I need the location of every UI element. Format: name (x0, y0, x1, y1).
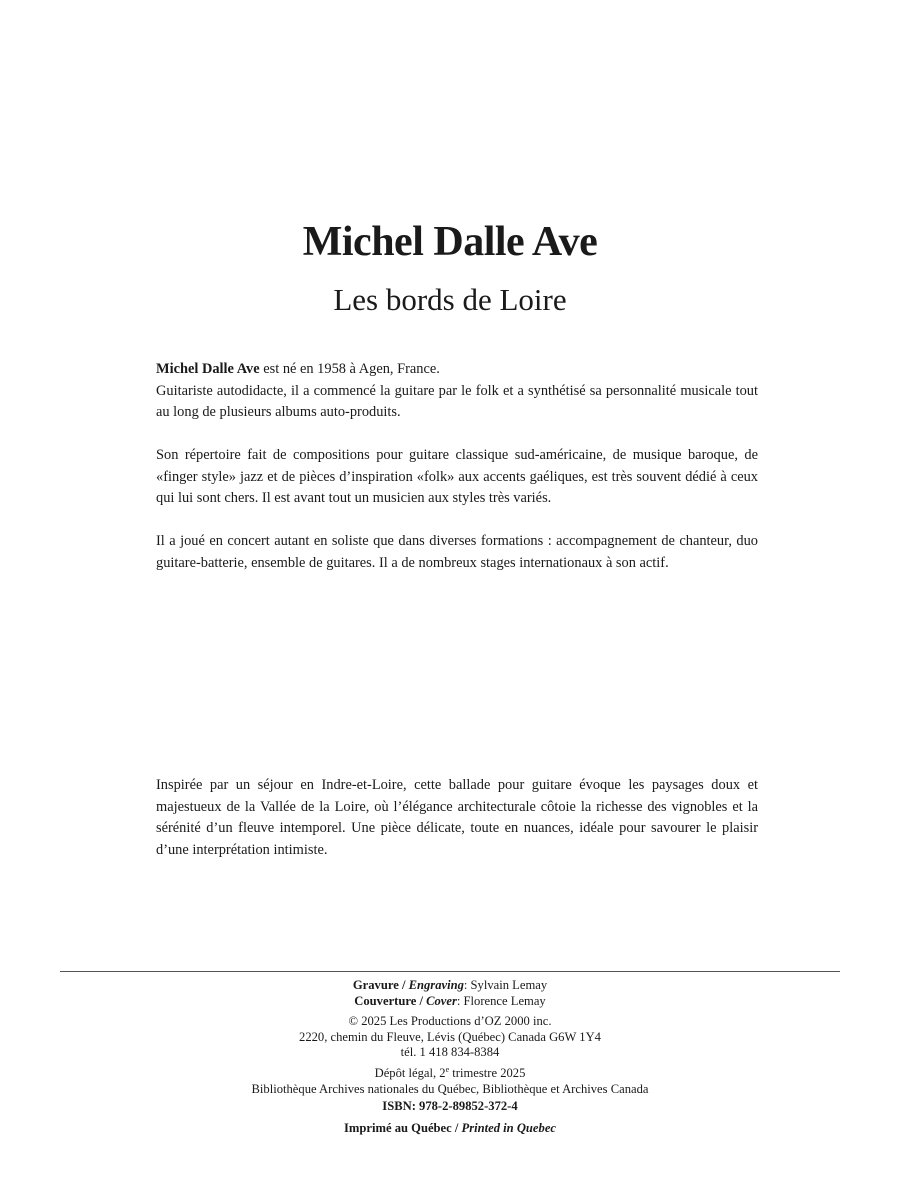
bio-line-2: Guitariste autodidacte, il a commencé la guitare par le folk et a synthétisé sa personnalité musicale tout au long de plusieurs albums auto-produits. (156, 382, 758, 420)
bio-paragraph-3: Il a joué en concert autant en soliste que dans diverses formations : accompagnement de chanteur, duo guitare-batterie, ensemble de guitares. Il a de nombreux stages internationaux à son actif. (156, 533, 758, 571)
copyright-line: © 2025 Les Productions d’OZ 2000 inc. (348, 1014, 552, 1029)
engraving-credit (0, 978, 900, 994)
engraving-label-en: Engraving (408, 978, 464, 992)
cover-credit (0, 994, 900, 1010)
cover-name: : Florence Lemay (456, 993, 546, 1008)
colophon (0, 978, 900, 1141)
isbn-line: ISBN: 978-2-89852-372-4 (382, 1099, 518, 1114)
divider-line (60, 971, 840, 972)
legal-suffix: trimestre 2025 (449, 1065, 526, 1080)
printed-block (0, 1121, 900, 1137)
bio-paragraph-2: Son répertoire fait de compositions pour guitare classique sud-américaine, de musique baroque, de «finger style» jazz et de pièces d’inspiration «folk» aux accents gaéliques, est très souvent dédié à ceux qui lui sont chers. Il est avant tout un musicien aux styles très variés. (156, 447, 758, 506)
piece-description: Inspirée par un séjour en Indre-et-Loire, cette ballade pour guitare évoque les paysages doux et majestueux de la Vallée de la Loire, où l’élégance architecturale côtoie la richesse des vignobles et la sérénité d’un fleuve intemporel. Une pièce délicate, toute en nuances, idéale pour savourer le plaisir d’une interprétation intimiste. (156, 777, 758, 858)
composer-name: Michel Dalle Ave (302, 219, 598, 265)
cover-label-en: Cover (426, 993, 457, 1008)
address-line: 2220, chemin du Fleuve, Lévis (Québec) Canada G6W 1Y4 (299, 1029, 601, 1044)
bio-line-1 (156, 359, 758, 381)
legal-deposit-line (0, 1066, 900, 1082)
legal-superscript: e (445, 1064, 450, 1074)
engraving-label: Gravure / (352, 978, 409, 992)
legal-block (0, 1066, 900, 1115)
piece-title: Les bords de Loire (333, 282, 567, 317)
publisher-block (0, 1014, 900, 1061)
printed-fr: Imprimé au Québec / (344, 1120, 462, 1135)
biography (156, 359, 758, 596)
engraving-name: : Sylvain Lemay (463, 978, 548, 992)
legal-prefix: Dépôt légal, 2 (374, 1065, 446, 1080)
printed-en: Printed in Quebec (461, 1120, 556, 1135)
credits-block (0, 978, 900, 1009)
phone-line: tél. 1 418 834-8384 (400, 1045, 500, 1060)
printed-line (0, 1121, 900, 1137)
bio-name: Michel Dalle Ave (156, 361, 260, 377)
archives-line: Bibliothèque Archives nationales du Québec, Bibliothèque et Archives Canada (251, 1081, 649, 1096)
bio-birth: est né en 1958 à Agen, France. (259, 361, 440, 377)
cover-label: Couverture / (354, 993, 427, 1008)
